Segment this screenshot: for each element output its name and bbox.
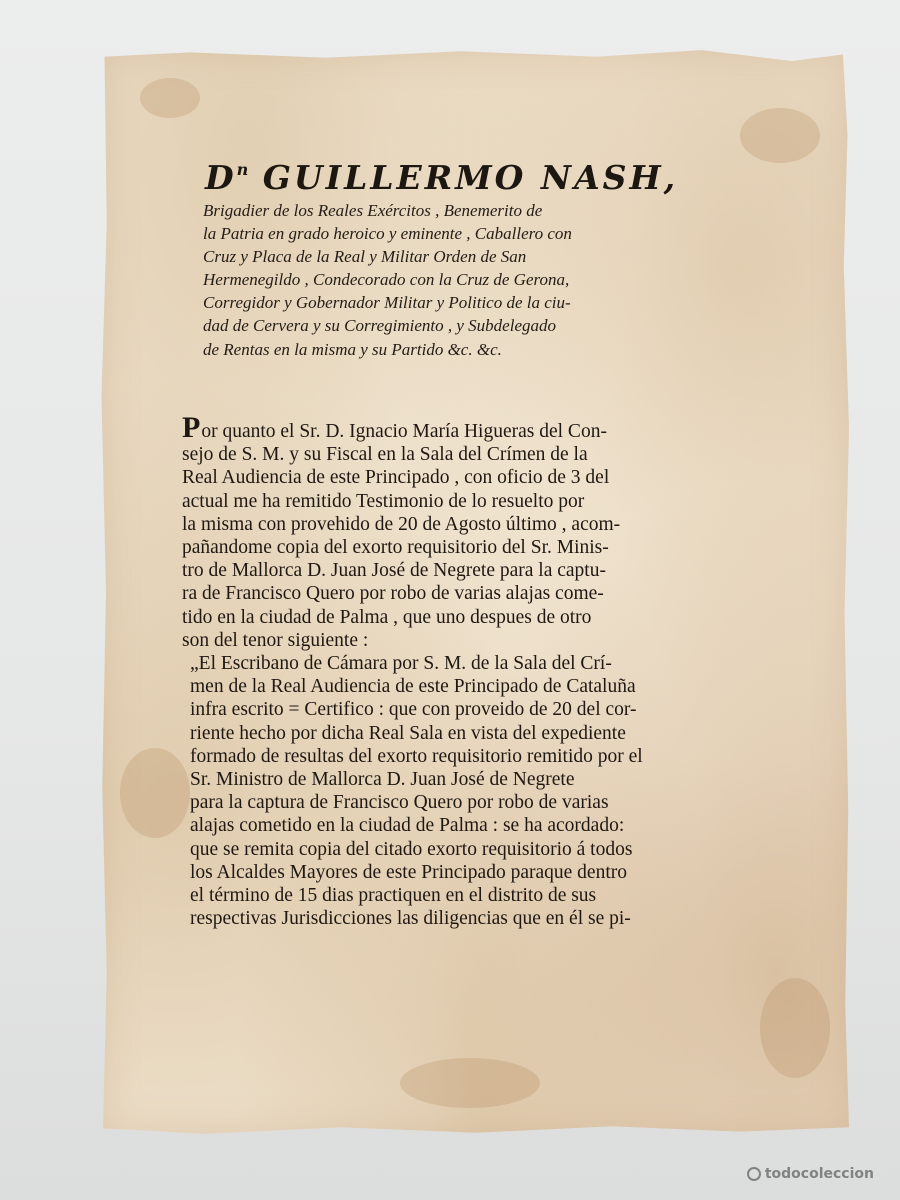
body-line: actual me ha remitido Testimonio de lo resuelto por [182,490,585,512]
stain [140,78,200,118]
body-line: formado de resultas del exorto requisitorio remitido por el [190,745,643,767]
document-body [182,411,710,930]
body-line: riente hecho por dicha Real Sala en vista del expediente [190,722,626,744]
drop-cap: P [182,411,202,444]
body-line: para la captura de Francisco Quero por robo de varias [190,792,609,814]
title-line: de Rentas en la misma y su Partido &c. &c. [203,339,502,359]
title-line: la Patria en grado heroico y eminente , Caballero con [203,224,572,244]
paragraph-1 [182,411,710,652]
title-line: Hermenegildo , Condecorado con la Cruz de Gerona, [203,270,570,290]
body-line: tro de Mallorca D. Juan José de Negrete para la captu- [182,560,606,582]
body-line: „El Escribano de Cámara por S. M. de la Sala del Crí- [190,653,612,675]
body-line [182,411,710,444]
watermark-text: todocoleccion [764,1166,874,1182]
body-line-text: or quanto el Sr. D. Ignacio María Higueras del Con- [201,421,607,442]
title-line: Cruz y Placa de la Real y Militar Orden de San [203,247,527,267]
body-line: son del tenor siguiente : [182,629,369,651]
body-line: men de la Real Audiencia de este Principado de Cataluña [190,676,636,698]
title-block [203,199,748,361]
body-line: que se remita copia del citado exorto requisitorio á todos [190,838,633,860]
stain [760,978,830,1078]
body-line: infra escrito = Certifico : que con proveido de 20 del cor- [190,699,637,721]
body-line: Real Audiencia de este Principado , con oficio de 3 del [182,467,610,489]
body-line: ra de Francisco Quero por robo de varias alajas come- [182,583,604,605]
heading-name: GUILLERMO NASH, [248,158,679,197]
body-line: tido en la ciudad de Palma , que uno despues de otro [182,606,592,628]
title-line: Brigadier de los Reales Exércitos , Benemerito de [203,201,543,220]
todocoleccion-logo-icon [747,1167,761,1181]
document-heading [205,158,745,197]
body-line: sejo de S. M. y su Fiscal en la Sala del Crímen de la [182,444,588,466]
body-line: alajas cometido en la ciudad de Palma : se ha acordado: [190,815,625,837]
body-line: la misma con provehido de 20 de Agosto último , acom- [182,513,621,535]
stain [400,1058,540,1108]
stain [740,108,820,163]
body-line: pañandome copia del exorto requisitorio del Sr. Minis- [182,537,609,559]
title-line: Corregidor y Gobernador Militar y Politico de la ciu- [203,293,571,313]
stain [120,748,190,838]
title-line: dad de Cervera y su Corregimiento , y Subdelegado [203,316,556,336]
body-line: Sr. Ministro de Mallorca D. Juan José de Negrete [190,769,575,791]
body-line: los Alcaldes Mayores de este Principado paraque dentro [190,861,627,883]
heading-prefix: D [205,158,237,197]
paragraph-2 [182,652,710,930]
heading-superscript: n [236,160,249,179]
watermark [747,1166,874,1182]
body-line: el término de 15 dias practiquen en el distrito de sus [190,885,597,907]
body-line: respectivas Jurisdicciones las diligencias que en él se pi- [190,908,631,930]
